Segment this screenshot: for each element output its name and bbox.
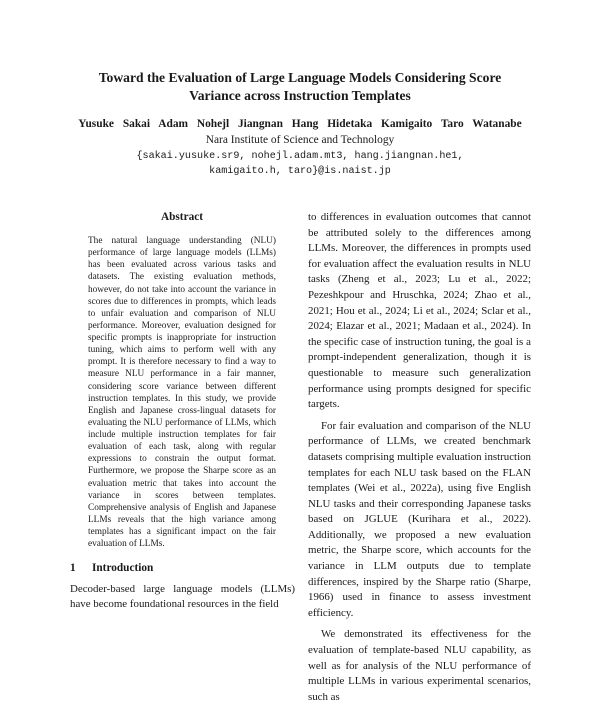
intro-paragraph-3: We demonstrated its effectiveness for the evaluation of template-based NLU capability, as well as for analysis of the NLU performance of multiple LLMs in various experimental scenarios, such as	[308, 628, 531, 703]
intro-paragraph-2: For fair evaluation and comparison of the NLU performance of LLMs, we created benchmark datasets comprising multiple evaluation instruction templates for each NLU task based on the FLAN templates (Wei et al., 2022a), using five English NLU tasks and their corresponding Japanese tasks based on JGLUE (Kurihara et al., 2022). Additionally, we proposed a new evaluation metric, the Sharpe score, which accounts for the variance in LLM outputs due to template differences, inspired by the Sharpe ratio (Sharpe, 1966) used in finance to assess investment efficiency.	[308, 419, 531, 619]
affiliation: Nara Institute of Science and Technology	[205, 134, 395, 146]
abstract-heading: Abstract	[160, 211, 204, 223]
abstract-text: The natural language understanding (NLU) performance of large language models (LLMs) has been evaluated across various tasks and datasets. The existing evaluation methods, however, do not take into account the variance in scores due to differences in prompts, which leads to unfair evaluation and comparison of NLU performance. Moreover, evaluation designed for specific prompts is inappropriate for instruction tuning, which aims to perform well with any prompt. It is therefore necessary to find a way to measure NLU performance in a fair manner, considering score variance between different instruction templates. In this study, we provide English and Japanese cross-lingual datasets for evaluating the NLU performance of LLMs, which include multiple instruction templates for fair evaluation of each task, along with regular expressions to constrain the output format. Furthermore, we propose the Sharpe score as an evaluation metric that takes into account the variance in scores between templates. Comprehensive analysis of English and Japanese LLMs reveals that the high variance among templates has a significant impact on the fair evaluation of LLMs.	[88, 236, 276, 550]
email-line-1: {sakai.yusuke.sr9, nohejl.adam.mt3, hang.jiangnan.he1,	[136, 151, 464, 162]
intro-paragraph-1: to differences in evaluation outcomes that cannot be attributed solely to the differences among LLMs. Moreover, the differences in prompts used for evaluation affect the evaluation results in NLU tasks (Zheng et al., 2023; Lu et al., 2022; Pezeshkpour and Hruschka, 2024; Zhao et al., 2021; Hou et al., 2024; Li et al., 2024; Sclar et al., 2024; Elazar et al., 2021; Madaan et al., 2024). In the specific case of instruction tuning, the goal is a prompt-independent generalization, though it is questionable to measure such generalization performance using prompts designed for specific targets.	[308, 211, 531, 411]
section-number: 1	[70, 562, 76, 574]
email-line-2: kamigaito.h, taro}@is.naist.jp	[209, 166, 391, 177]
section-title: Introduction	[92, 562, 154, 574]
section-heading-introduction	[70, 562, 153, 574]
intro-left-text: Decoder-based large language models (LLMs) have become foundational resources in the field	[70, 583, 295, 610]
right-column	[308, 210, 531, 711]
title-line-2: Variance across Instruction Templates	[189, 88, 411, 103]
paper-title	[60, 69, 540, 105]
title-line-1: Toward the Evaluation of Large Language Models Considering Score	[98, 70, 502, 85]
author-list: Yusuke Sakai Adam Nohejl Jiangnan Hang Hidetaka Kamigaito Taro Watanabe	[78, 118, 522, 130]
